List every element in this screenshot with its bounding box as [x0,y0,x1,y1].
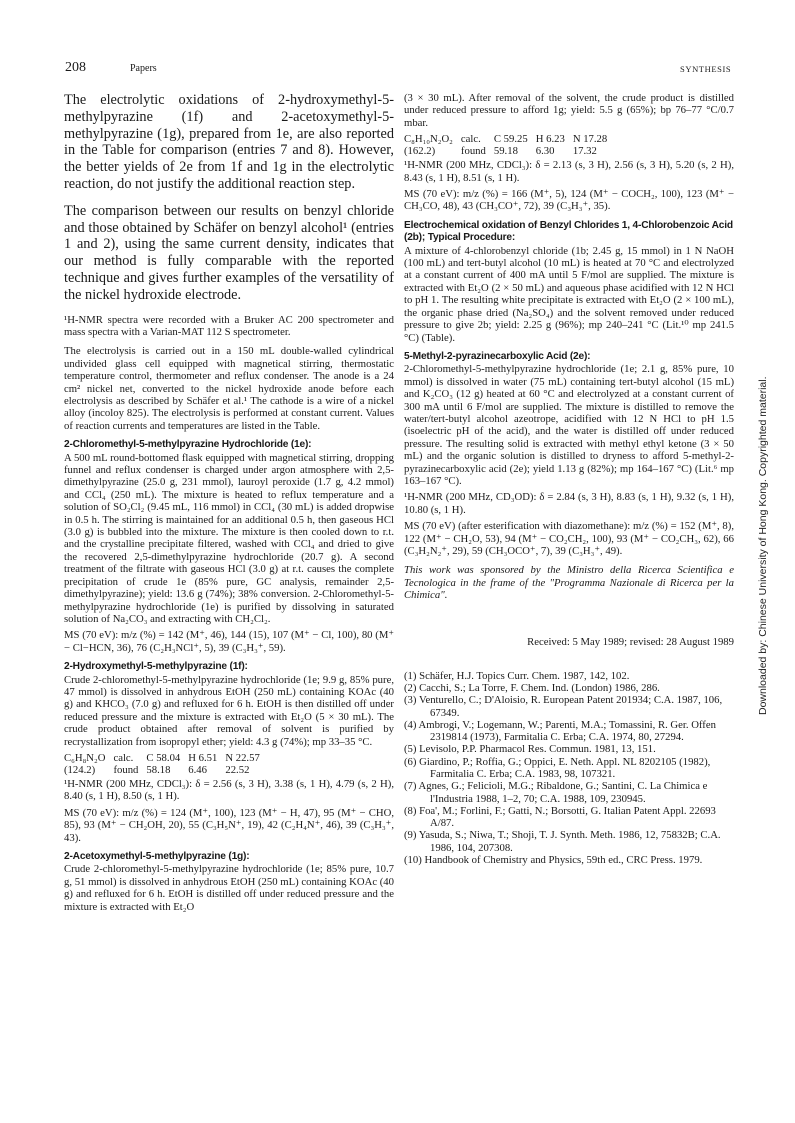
reference-item: (8) Foa', M.; Forlini, F.; Gatti, N.; Borsotti, G. Italian Patent Appl. 22693 A/87. [404,804,716,830]
procedure-2b: A mixture of 4-chlorobenzyl chloride (1b; 2.45 g, 15 mmol) in 1 N NaOH (100 mL) and tert-butyl alcohol (10 mL) is heated at 70 °C and electrolyzed at a constant current of 400 mA until 5 F/mol are supplied. The mixture is extracted with Et₂O (2 × 50 mL) and aqueous phase acidified with 12 N HCl to pH 1. The resulting white precipitate is extracted with Et₂O (2 × 100 mL), the organic phase dried (Na₂SO₄) and the solvent removed under reduced pressure to give 2b; yield: 2.25 g (96%); mp 240–241 °C (Lit.¹⁰ mp 241.5 °C) (Table). [404,244,734,344]
nmr-2e: ¹H-NMR (200 MHz, CD₃OD): δ = 2.84 (s, 3 H), 8.83 (s, 1 H), 9.32 (s, 1 H), 10.80 (s, 1 H). [404,491,734,516]
analysis-cell: C 59.25 [493,133,528,146]
nmr-1g: ¹H-NMR (200 MHz, CDCl₃): δ = 2.13 (s, 3 H), 2.56 (s, 3 H), 5.20 (s, 2 H), 8.43 (s, 1 H), 8.51 (s, 1 H). [404,159,734,184]
procedure-1g-continued: (3 × 30 mL). After removal of the solvent, the crude product is distilled under reduced pressure to afford 1g; yield: 5.5 g (65%); bp 76–77 °C/0.7 mbar. [404,92,734,129]
acknowledgement: This work was sponsored by the Ministro della Ricerca Scientifica e Tecnologica in the frame of the "Programma Nazionale di Ricerca per la Chimica". [404,564,734,602]
analysis-cell: N 17.28 [572,133,608,146]
analysis-cell: 59.18 [493,145,518,158]
intro-paragraph-2: The comparison between our results on benzyl chloride and those obtained by Schäfer on benzyl alcohol¹ (entries 1 and 2), using the same current density, indicates that our method is fully comparable with the reported technique and gives further examples of the versatility of the nickel hydroxide electrode. [64,202,394,303]
analysis-cell: H 6.23 [535,133,565,146]
left-column [64,92,394,913]
intro-paragraph-1: The electrolytic oxidations of 2-hydroxymethyl-5-methylpyrazine (1f) and 2-acetoxymethyl-5-methylpyrazine (1g), prepared from 1e, are also reported in the Table for comparison (entries 7 and 8). However, the better yields of 2e from 1f and 1g in the electrolytic reaction, do not justify the additional reaction step. [64,92,394,192]
heading-oxidation-2b: Electrochemical oxidation of Benzyl Chlorides 1, 4-Chlorobenzoic Acid (2b); Typical Procedure: [404,219,733,244]
analysis-cell: N 22.57 [225,751,260,764]
ms-1g: MS (70 eV): m/z (%) = 166 (M⁺, 5), 124 (M⁺ − COCH₂, 100), 123 (M⁺ − CH₃CO, 48), 43 (CH₃CO⁺, 72), 39 (C₃H₃⁺, 35). [404,188,734,213]
analysis-cell: C 58.04 [146,751,181,764]
reference-item: (10) Handbook of Chemistry and Physics, 59th ed., CRC Press. 1979. [404,854,703,867]
journal-name: SYNTHESIS [680,64,732,74]
analysis-cell: calc. [460,133,481,146]
analysis-cell: 6.46 [188,763,207,776]
analysis-cell: C₆H₈N₂O [64,751,106,764]
reference-item: (6) Giardino, P.; Roffia, G.; Oppici, E. Neth. Appl. NL 8202105 (1982), Farmitalia C. Erba; C.A. 1983, 98, 107321. [404,755,711,780]
analysis-row [64,764,268,776]
analysis-cell: found [113,763,139,776]
procedure-2e: 2-Chloromethyl-5-methylpyrazine hydrochloride (1e; 2.1 g, 85% pure, 10 mmol) is dissolved in water (75 mL) containing tert-butyl alcohol (15 mL) and K₂CO₃ (12 g) heated at 60 °C and electrolyzed at a constant current of 300 mA until 6 F/mol are supplied. The mixture is distilled to remove the water/tert-butyl alcohol azeotrope, acidified with 12 N HCl to pH 1.5 (isoelectric pH of the acid), and the water is distilled off under reduced pressure. The resulting solid is extracted with methyl ethyl ketone (3 × 50 mL) and the organic solution is distilled to dryness to afford 5-methyl-2-pyrazinecarboxylic acid (2e); yield 1.13 g (82%); mp 164–167 °C) (Lit.⁶ mp 163–167 °C). [404,363,734,487]
reference-item: (9) Yasuda, S.; Niwa, T.; Shoji, T. J. Synth. Meth. 1986, 12, 75832B; C.A. 1986, 104, 207308. [404,829,721,854]
analysis-cell: (162.2) [404,145,436,158]
reference-item: (1) Schäfer, H.J. Topics Curr. Chem. 1987, 142, 102. [404,669,630,682]
electrolysis-note: The electrolysis is carried out in a 150 mL double-walled cylindrical undivided glass cell equipped with magnetical stirring, thermostatic temperature control, thermometer and reflux condenser. The anode is a 24 cm² nickel net, converted to the nickel hydroxide anode before each electrolysis as described by Schäfer et al.¹ The cathode is a wire of a nickel alloy (incoloy 825). The electrolysis is performed at constant current. Values of reaction currents and temperatures are listed in the Table. [64,345,394,432]
procedure-1f: Crude 2-chloromethyl-5-methylpyrazine hydrochloride (1e; 9.9 g, 85% pure, 47 mmol) is dissolved in anhydrous EtOH (250 mL) containing KOAc (40 g) and KHCO₃ (7.0 g) and refluxed for 6 h. EtOH is then distilled off under reduced pressure and the mixture is extracted with Et₂O (5 × 30 mL). The crude product obtained after removal of solvent is purified by recrystallization from isopropyl ether; yield: 4.3 g (74%); mp 33–35 °C. [64,673,394,748]
heading-compound-1f: 2-Hydroxymethyl-5-methylpyrazine (1f): [64,661,248,673]
analysis-cell: C₈H₁₀N₂O₂ [404,133,453,146]
analysis-cell: 58.18 [146,763,171,776]
page-number: 208 [65,60,86,75]
analysis-cell: H 6.51 [188,751,218,764]
analysis-cell: (124.2) [64,763,96,776]
reference-item: (7) Agnes, G.; Felicioli, M.G.; Ribaldone, G.; Santini, C. La Chimica e l'Industria 1988, 1–2, 70; C.A. 1988, 109, 230945. [404,780,708,805]
heading-compound-1g: 2-Acetoxymethyl-5-methylpyrazine (1g): [64,851,250,862]
analysis-table-1f [64,752,268,776]
reference-item: (5) Levisolo, P.P. Pharmacol Res. Commun. 1981, 13, 151. [404,743,656,756]
analysis-row [404,133,615,145]
analysis-cell: 17.32 [572,145,597,158]
ms-1f: MS (70 eV): m/z (%) = 124 (M⁺, 100), 123 (M⁺ − H, 47), 95 (M⁺ − CHO, 85), 93 (M⁺ − CH₂OH, 20), 55 (C₃H₅N⁺, 19), 42 (C₂H₄N⁺, 46), 39 (C₃H₃⁺, 43). [64,806,394,844]
procedure-1e: A 500 mL round-bottomed flask equipped with magnetical stirring, dropping funnel and reflux condenser is charged under argon atmosphere with 2,5-dimethylpyrazine (25.0 g, 231 mmol), lauroyl peroxide (1.7 g, 4.2 mmol) and CCl₄ (250 mL). The mixture is heated to reflux temperature and a solution of SO₂Cl₂ (9.45 mL, 116 mmol) in CCl₄ (30 mL) is added dropwise in 0.5 h. The stirring is maintained for an additional 0.5 h, then gaseous HCl (3.0 g) is bubbled into the mixture. The mixture is then cooled down to r.t. and the crystalline precipitate filtered, washed with CCl₄ and dried to give the recovered 2,5-dimethylpyrazine hydrochloride (20.7 g). A second treatment of the filtrate with gaseous HCl (3.0 g) at r.t. causes the complete precipitation of crude 1e (85% pure, GC analysis, remainder 2,5-dimethylpyrazine); yield: 13.6 g (74%); 38% conversion. 2-Chloromethyl-5-methylpyrazine hydrochloride (1e) is purified by dissolving in saturated solution of Na₂CO₃ and extracting with CH₂Cl₂. [64,451,394,625]
analysis-row [64,752,268,764]
reference-list [404,670,734,867]
analysis-cell: 22.52 [225,763,250,776]
heading-compound-1e: 2-Chloromethyl-5-methylpyrazine Hydrochloride (1e): [64,439,312,451]
analysis-cell: found [460,145,486,158]
section-label: Papers [130,63,157,74]
heading-compound-2e: 5-Methyl-2-pyrazinecarboxylic Acid (2e): [404,350,591,362]
analysis-table-1g [404,133,615,157]
ms-1e: MS (70 eV): m/z (%) = 142 (M⁺, 46), 144 (15), 107 (M⁺ − Cl, 100), 80 (M⁺ − Cl−HCN, 36), 76 (C₂H₃NCl⁺, 5), 39 (C₃H₃⁺, 59). [64,629,394,654]
analysis-row [404,145,615,157]
reference-item: (3) Venturello, C.; D'Aloisio, R. European Patent 201934; C.A. 1987, 106, 67349. [404,694,723,719]
download-watermark: Downloaded by: Chinese University of Hong Kong. Copyrighted material. [757,376,769,715]
received-dates: Received: 5 May 1989; revised: 28 August 1989 [527,635,734,648]
reference-item: (2) Cacchi, S.; La Torre, F. Chem. Ind. (London) 1986, 286. [404,681,660,694]
procedure-1g: Crude 2-chloromethyl-5-methylpyrazine hydrochloride (1e; 85% pure, 10.7 g, 51 mmol) is dissolved in anhydrous EtOH (250 mL) containing KOAc (40 g) and refluxed for 6 h. EtOH is distilled off under reduced pressure and the mixture is extracted with Et₂O [64,863,394,913]
analysis-cell: 6.30 [535,145,555,158]
spectra-note: ¹H-NMR spectra were recorded with a Bruker AC 200 spectrometer and mass spectra with a Varian-MAT 112 S spectrometer. [64,313,394,338]
ms-2e: MS (70 eV) (after esterification with diazomethane): m/z (%) = 152 (M⁺, 8), 122 (M⁺ − CH₂O, 53), 94 (M⁺ − CO₂CH₂, 100), 93 (M⁺ − CO₂CH₃, 62), 66 (C₃H₂N₂⁺, 29), 59 (CH₃OCO⁺, 7), 39 (C₃H₃⁺, 49). [404,520,734,557]
nmr-1f: ¹H-NMR (200 MHz, CDCl₃): δ = 2.56 (s, 3 H), 3.38 (s, 1 H), 4.79 (s, 2 H), 8.40 (s, 1 H), 8.50 (s, 1 H). [64,777,394,803]
reference-item: (4) Ambrogi, V.; Logemann, W.; Parenti, M.A.; Tomassini, R. Ger. Offen 2319814 (1973), Farmitalia C. Erba; C.A. 1974, 80, 27294. [404,718,716,744]
analysis-cell: calc. [113,751,134,764]
right-column [404,92,734,866]
